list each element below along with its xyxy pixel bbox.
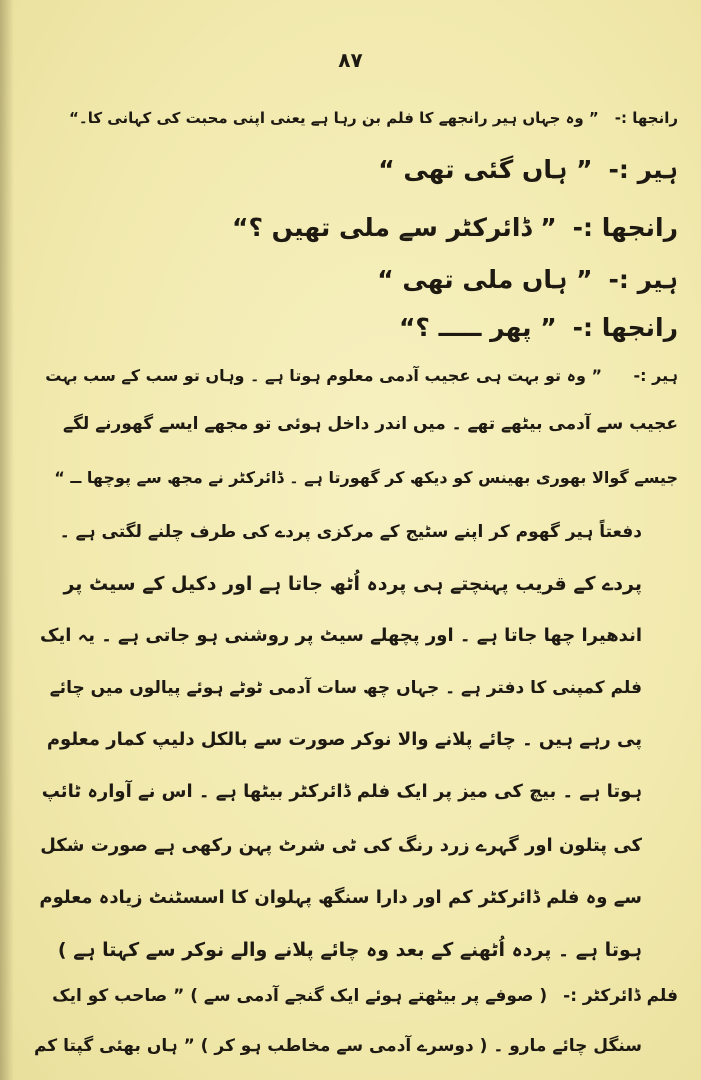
text-line xyxy=(40,826,642,866)
speaker-label: رانجھا :- xyxy=(572,313,678,342)
text-line xyxy=(52,976,678,1016)
text-line xyxy=(377,260,678,300)
line-text: ” ہاں ملی تھی “ xyxy=(377,265,593,294)
text-line xyxy=(60,512,642,552)
line-text: کی پتلون اور گہرے زرد رنگ کی ٹی شرٹ پہن رکھی ہے صورت شکل xyxy=(40,835,642,856)
speaker-label: ہیر :- xyxy=(608,155,678,184)
line-text: سنگل چائے مارو ۔ ( دوسرے آدمی سے مخاطب ہو کر ) ” ہاں بھئی گپتا کم xyxy=(33,1036,642,1056)
line-text: ” ڈائرکٹر سے ملی تھیں ؟“ xyxy=(232,213,557,242)
line-text: پردے کے قریب پہنچتے ہی پردہ اُٹھ جاتا ہے اور دکیل کے سیٹ پر xyxy=(63,573,642,595)
line-text: پی رہے ہیں ۔ چائے پلانے والا نوکر صورت سے بالکل دلیپ کمار معلوم xyxy=(46,729,642,750)
line-text: ہوتا ہے ۔ پردہ اُٹھنے کے بعد وہ چائے پلانے والے نوکر سے کہتا ہے ) xyxy=(57,939,642,961)
text-line xyxy=(63,564,642,604)
line-text: دفعتاً ہیر گھوم کر اپنے سٹیج کے مرکزی پردے کی طرف چلنے لگتی ہے ۔ xyxy=(59,522,642,542)
line-text: ہوتا ہے ۔ بیچ کی میز پر ایک فلم ڈائرکٹر بیٹھا ہے ۔ اس نے آوارہ ٹائپ xyxy=(41,781,642,802)
line-text: فلم کمپنی کا دفتر ہے ۔ جہاں چھ سات آدمی ٹوٹے ہوئے پیالوں میں چائے xyxy=(49,678,642,698)
text-line xyxy=(45,356,678,396)
text-line xyxy=(34,1026,642,1066)
line-text: سے وہ فلم ڈائرکٹر کم اور دارا سنگھ پہلوان کا اسسٹنٹ زیادہ معلوم xyxy=(39,887,642,908)
text-line xyxy=(232,208,678,248)
line-text: اندھیرا چھا جاتا ہے ۔ اور پچھلے سیٹ پر روشنی ہو جاتی ہے ۔ یہ ایک xyxy=(40,625,642,646)
text-line xyxy=(58,930,642,970)
text-line xyxy=(69,98,678,138)
speaker-label: رانجھا :- xyxy=(614,109,678,127)
line-text: ” وہ تو بہت ہی عجیب آدمی معلوم ہوتا ہے ۔ وہاں تو سب کے سب بہت xyxy=(45,366,602,385)
text-line xyxy=(63,404,678,444)
speaker-label: ہیر :- xyxy=(633,366,678,385)
line-text: عجیب سے آدمی بیٹھے تھے ۔ میں اندر داخل ہوئی تو مجھے ایسے گھورنے لگے xyxy=(63,414,678,434)
line-text: ” وہ جہاں ہیر رانجھے کا فلم بن رہا ہے یعنی اپنی محبت کی کہانی کا۔“ xyxy=(69,109,599,127)
text-line xyxy=(54,458,678,498)
text-line xyxy=(39,878,642,918)
line-text: ” پھر ـــــ ؟“ xyxy=(399,313,557,342)
speaker-label: رانجھا :- xyxy=(572,213,678,242)
text-line xyxy=(42,772,642,812)
speaker-label: فلم ڈائرکٹر :- xyxy=(563,986,678,1006)
text-line xyxy=(399,308,678,348)
text-line xyxy=(47,720,642,760)
line-text: ” ہاں گئی تھی “ xyxy=(378,155,593,184)
line-text: جیسے گوالا بھوری بھینس کو دیکھ کر گھورتا ہے ۔ ڈائرکٹر نے مجھ سے پوچھا ــ “ xyxy=(54,468,678,487)
text-line xyxy=(378,150,678,190)
text-line xyxy=(50,668,642,708)
text-line xyxy=(40,616,642,656)
speaker-label: ہیر :- xyxy=(608,265,678,294)
line-text: ( صوفے پر بیٹھتے ہوئے ایک گنجے آدمی سے ) ” صاحب کو ایک xyxy=(52,986,548,1006)
page-number: ۸۷ xyxy=(338,48,363,72)
